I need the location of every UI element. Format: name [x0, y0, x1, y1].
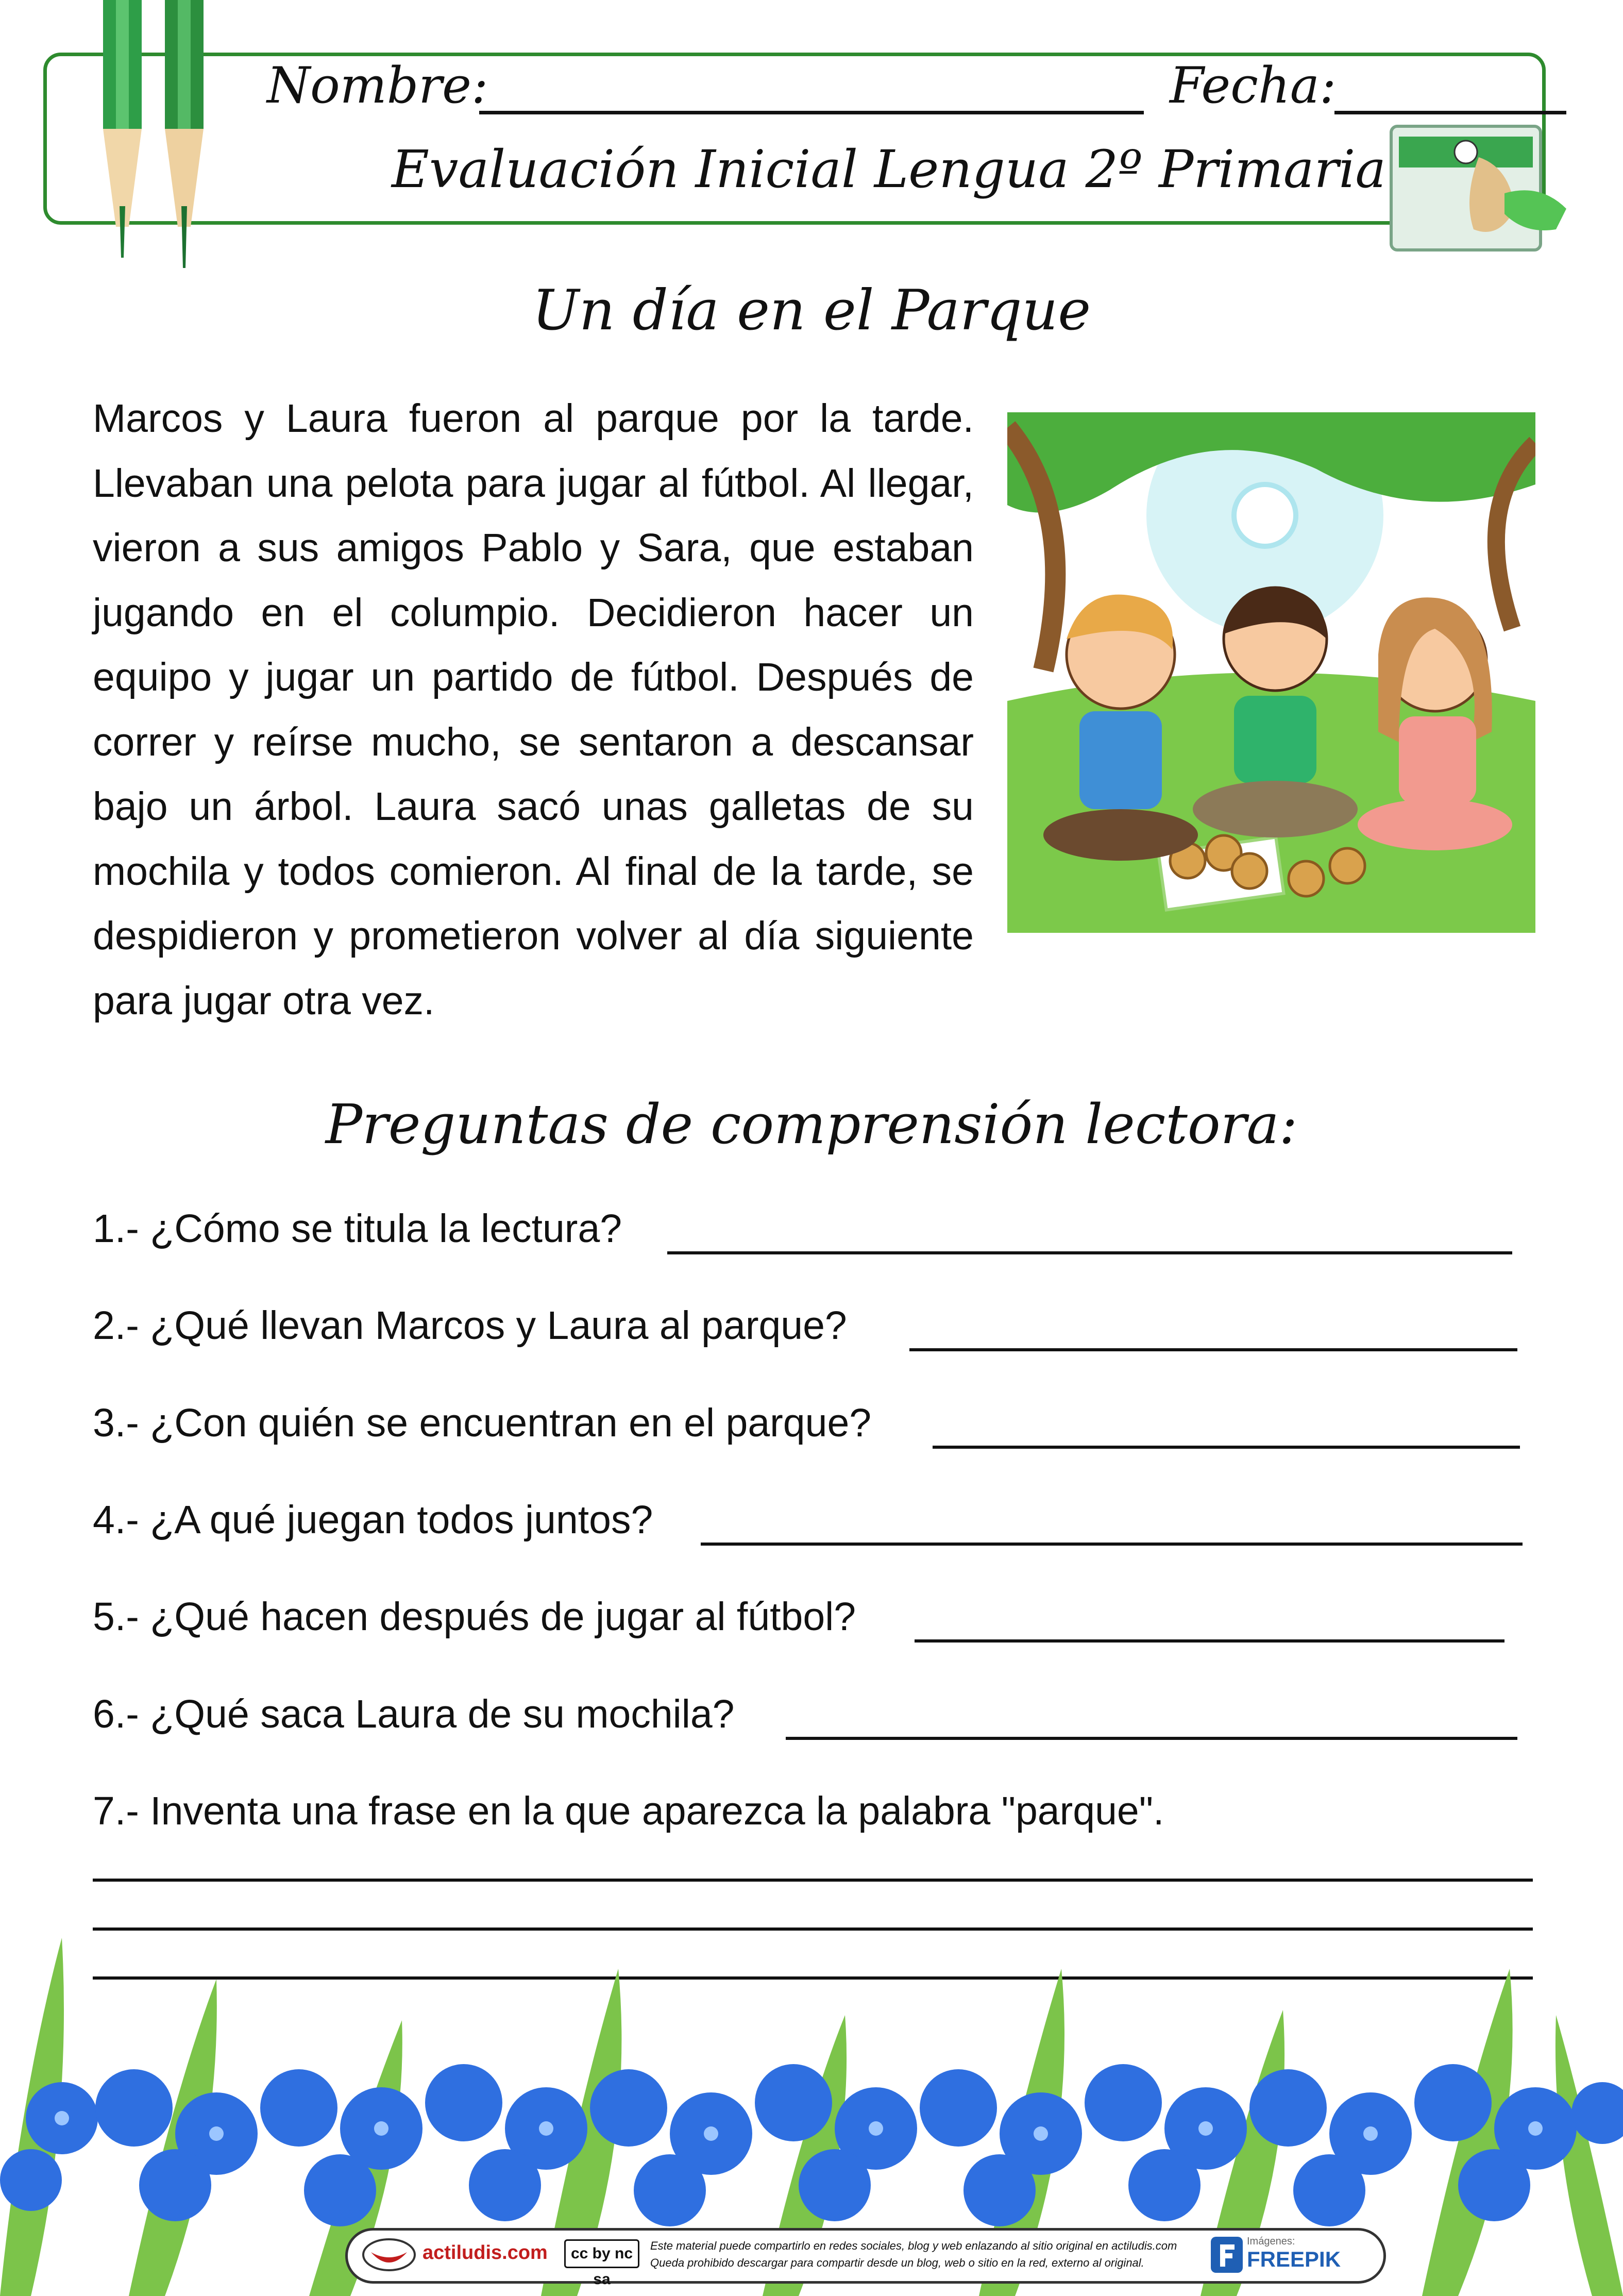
name-field[interactable] [479, 111, 1144, 114]
date-field[interactable] [1334, 111, 1566, 114]
reading-title: Un día en el Parque [532, 278, 1091, 343]
question-4: 4.- ¿A qué juegan todos juntos? [93, 1498, 653, 1542]
freepik-logo [1211, 2237, 1243, 2273]
images-label: Imágenes: [1247, 2236, 1295, 2247]
answer-line-3[interactable] [933, 1446, 1520, 1449]
question-3: 3.- ¿Con quién se encuentran en el parque? [93, 1401, 872, 1445]
answer-line-5[interactable] [915, 1639, 1504, 1643]
sharpener-icon [1386, 116, 1582, 271]
date-label: Fecha: [1170, 57, 1337, 114]
answer-line-4[interactable] [701, 1543, 1523, 1546]
footer-note: Queda prohibido descargar para compartir desde un blog, web o sitio en la red, externo al original. [650, 2256, 1144, 2269]
question-2: 2.- ¿Qué llevan Marcos y Laura al parque? [93, 1303, 847, 1348]
actiludis-logo [361, 2234, 417, 2275]
answer-line-1[interactable] [667, 1251, 1512, 1254]
question-5: 5.- ¿Qué hacen después de jugar al fútbol? [93, 1595, 856, 1639]
questions-title: Preguntas de comprensión lectora: [325, 1093, 1298, 1156]
worksheet-subtitle: Evaluación Inicial Lengua 2º Primaria [392, 139, 1386, 199]
question-7: 7.- Inventa una frase en la que aparezca la palabra "parque". [93, 1789, 1164, 1833]
answer-line-2[interactable] [909, 1348, 1517, 1351]
name-label: Nombre: [267, 57, 488, 114]
question-6: 6.- ¿Qué saca Laura de su mochila? [93, 1692, 735, 1736]
footer-note: Este material puede compartirlo en redes sociales, blog y web enlazando al sitio original en actiludis.com [650, 2239, 1177, 2252]
footer-site[interactable]: actiludis.com [422, 2242, 548, 2264]
pencil-icon [88, 0, 258, 278]
question-1: 1.- ¿Cómo se titula la lectura? [93, 1206, 622, 1251]
images-brand[interactable]: FREEPIK [1247, 2247, 1341, 2271]
park-illustration [1007, 412, 1535, 933]
cc-license-badge: cc by nc sa [564, 2239, 639, 2268]
answer-line-7a[interactable] [93, 1879, 1533, 1882]
answer-line-7b[interactable] [93, 1928, 1533, 1931]
answer-line-6[interactable] [786, 1737, 1517, 1740]
reading-text: Marcos y Laura fueron al parque por la tarde. Llevaban una pelota para jugar al fútbol. Al llegar, vieron a sus amigos Pablo y Sara, que estaban jugando en el columpio. Decidieron hacer un equipo y jugar un partido de fútbol. Después de correr y reírse mucho, se sentaron a descansar bajo un árbol. Laura sacó unas galletas de su mochila y todos comieron. Al final de la tarde, se despidieron y prometieron volver al día siguiente para jugar otra vez. [93, 396, 974, 1023]
